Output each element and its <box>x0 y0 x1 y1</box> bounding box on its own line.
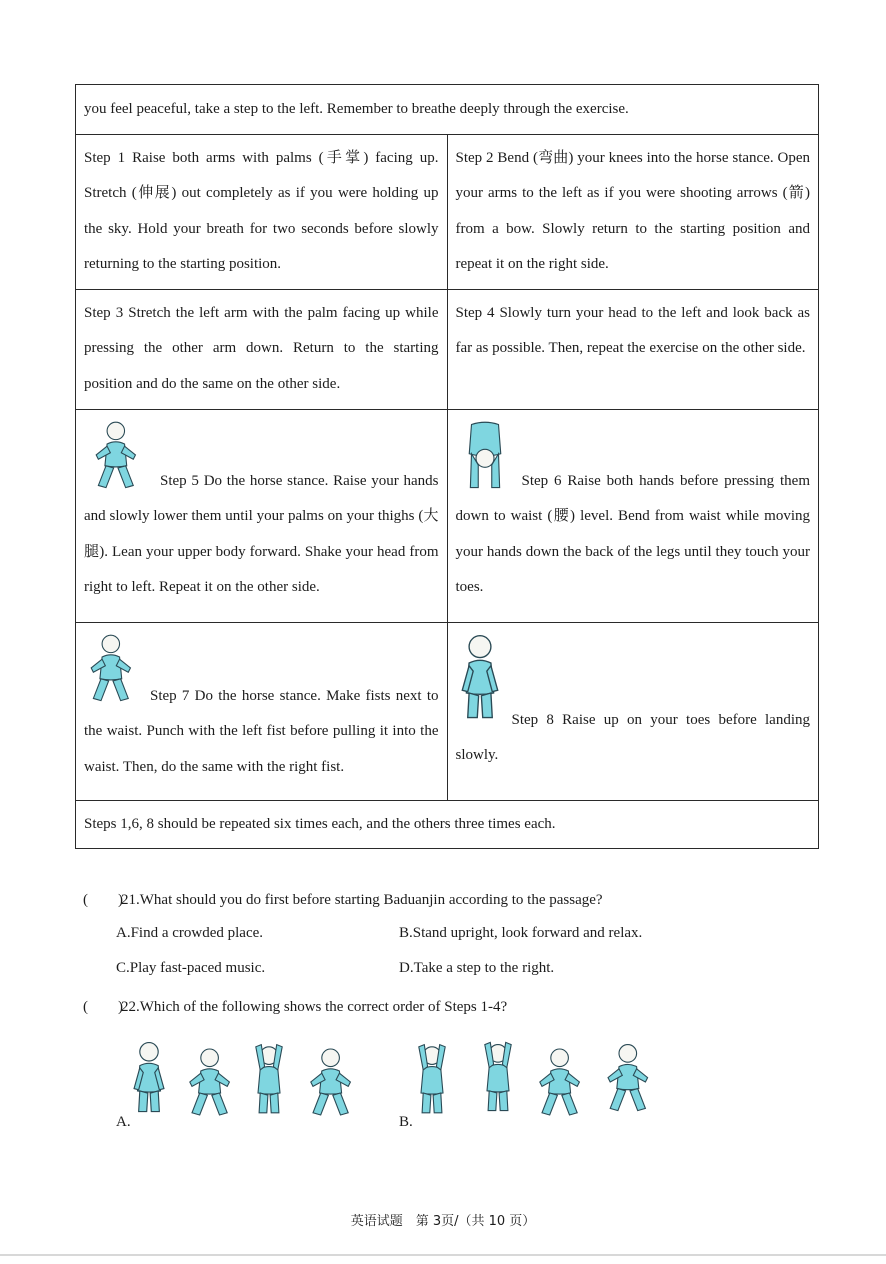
question-22 <box>83 995 507 1016</box>
toes-figure <box>460 633 500 723</box>
option-b-label[interactable]: B. <box>399 1114 413 1130</box>
step-5-cell <box>76 409 448 622</box>
q21-option-b[interactable]: B.Stand upright, look forward and relax. <box>399 925 643 941</box>
q21-option-a[interactable]: A.Find a crowded place. <box>116 925 264 941</box>
step-5-text: Step 5 Do the horse stance. Raise your hands and slowly lower them until your palms on your thighs (大腿). Lean your upper body forward. Shake your head from right to left. Repeat it on the other side. <box>84 472 439 595</box>
q21-option-c[interactable]: C.Play fast-paced music. <box>116 960 266 976</box>
step-6-cell <box>447 409 819 622</box>
answer-blank-22[interactable]: ( ) <box>83 999 123 1015</box>
baduanjin-steps-table <box>75 84 819 849</box>
step-8-text: Step 8 Raise up on your toes before landing slowly. <box>455 711 810 763</box>
q21-option-d[interactable]: D.Take a step to the right. <box>399 960 555 976</box>
punch-figure <box>88 633 138 705</box>
step-1-cell: Step 1 Raise both arms with palms (手掌) facing up. Stretch (伸展) out completely as if you were holding up the sky. Hold your breath for two seconds before slowly returning to the starting position. <box>76 134 448 289</box>
bend-figure <box>460 420 510 492</box>
page-footer: 英语试题 第 3页/（共 10 页） <box>350 1214 536 1229</box>
step-2-cell: Step 2 Bend (弯曲) your knees into the horse stance. Open your arms to the left as if you were shooting arrows (箭) from a bow. Slowly return to the starting position and repeat it on the right side. <box>447 134 819 289</box>
step-4-cell: Step 4 Slowly turn your head to the left and look back as far as possible. Then, repeat the exercise on the other side. <box>447 289 819 409</box>
bottom-divider <box>0 1254 886 1256</box>
option-a-figures[interactable] <box>126 1038 358 1124</box>
horse-stance-figure <box>88 420 148 492</box>
step-7-cell <box>76 622 448 800</box>
question-22-text: 22.Which of the following shows the correct order of Steps 1-4? <box>121 999 508 1015</box>
step-3-cell: Step 3 Stretch the left arm with the palm facing up while pressing the other arm down. Return to the starting position and do the same on the other side. <box>76 289 448 409</box>
question-21 <box>83 888 603 909</box>
option-b-figures[interactable] <box>410 1038 660 1124</box>
step-8-cell <box>447 622 819 800</box>
answer-blank-21[interactable]: ( ) <box>83 892 123 908</box>
intro-cell: you feel peaceful, take a step to the left. Remember to breathe deeply through the exercise. <box>76 85 819 135</box>
repetition-note: Steps 1,6, 8 should be repeated six times each, and the others three times each. <box>76 800 819 849</box>
question-21-text: 21.What should you do first before starting Baduanjin according to the passage? <box>121 892 603 908</box>
step-6-text: Step 6 Raise both hands before pressing them down to waist (腰) level. Bend from waist while moving your hands down the back of the legs until they touch your toes. <box>455 472 810 595</box>
step-7-text: Step 7 Do the horse stance. Make fists next to the waist. Punch with the left fist before pulling it into the waist. Then, do the same with the right fist. <box>84 687 439 775</box>
option-a-label[interactable]: A. <box>116 1114 131 1130</box>
